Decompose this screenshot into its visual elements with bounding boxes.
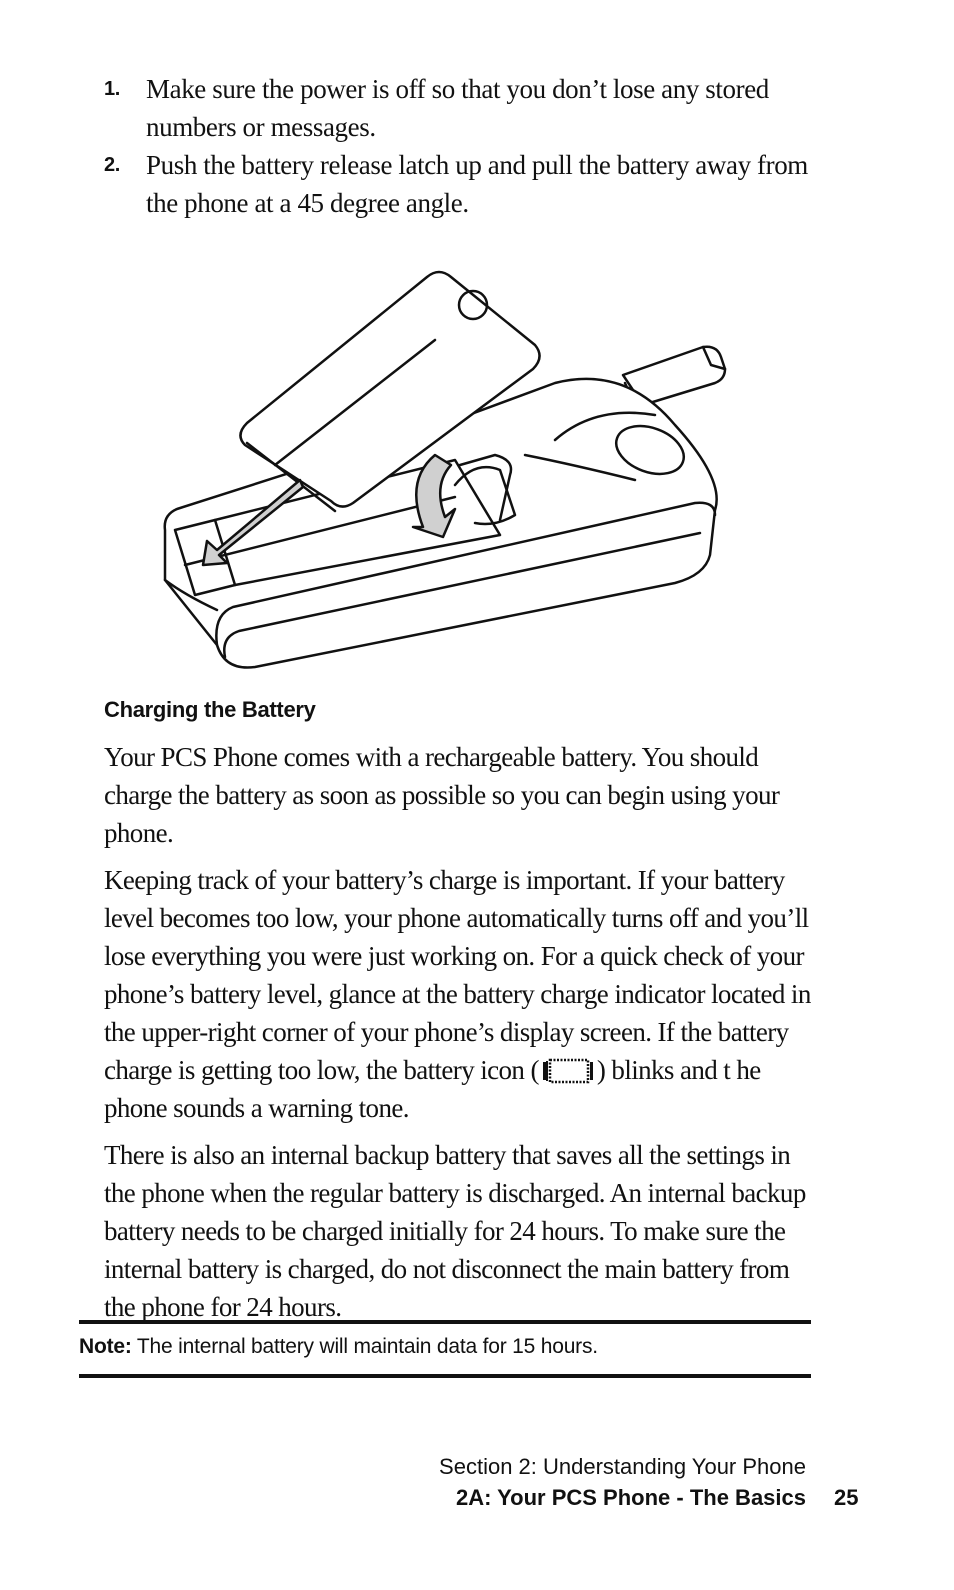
step-number: 2. <box>104 154 120 176</box>
note-label: Note: <box>79 1335 132 1358</box>
battery-empty-icon <box>540 1058 596 1084</box>
note-body: The internal battery will maintain data for 15 hours. <box>131 1335 598 1358</box>
section-heading: Charging the Battery <box>104 697 316 722</box>
paragraph-2 <box>104 861 816 1127</box>
footer-section-title: Section 2: Understanding Your Phone <box>439 1454 806 1479</box>
footer-chapter-title: 2A: Your PCS Phone - The Basics <box>455 1485 806 1510</box>
step-2 <box>104 146 824 222</box>
phone-battery-removal-illustration <box>155 265 735 675</box>
step-text: Push the battery release latch up and pull the battery away from the phone at a 45 degree angle. <box>146 150 808 218</box>
paragraph-2-part-1: Keeping track of your battery’s charge is important. If your battery level becomes too low, your phone automatically turns off and you’ll lose everything you were just working on. For a quick check of your phone’s battery level, glance at the battery charge indicator located in the upper-right corner of your phone’s display screen. If the battery charge is getting too low, the battery icon ( <box>104 865 811 1085</box>
instruction-steps <box>104 70 824 222</box>
paragraph-1: Your PCS Phone comes with a rechargeable battery. You should charge the battery as soon as possible so you can begin using your phone. <box>104 742 780 848</box>
note-box <box>79 1320 811 1378</box>
step-1 <box>104 70 824 146</box>
note-text <box>79 1335 598 1359</box>
step-text: Make sure the power is off so that you don’t lose any stored numbers or messages. <box>146 74 769 142</box>
step-number: 1. <box>104 78 120 100</box>
body-text <box>104 738 816 1335</box>
paragraph-2-part-2: ) blinks and t he phone sounds a warning tone. <box>104 1055 761 1123</box>
page-number: 25 <box>834 1485 859 1510</box>
paragraph-3: There is also an internal backup battery that saves all the settings in the phone when the regular battery is discharged. An internal backup battery needs to be charged initially for 24 hours. To make sure the internal battery is charged, do not disconnect the main battery from the phone for 24 hours. <box>104 1140 806 1322</box>
